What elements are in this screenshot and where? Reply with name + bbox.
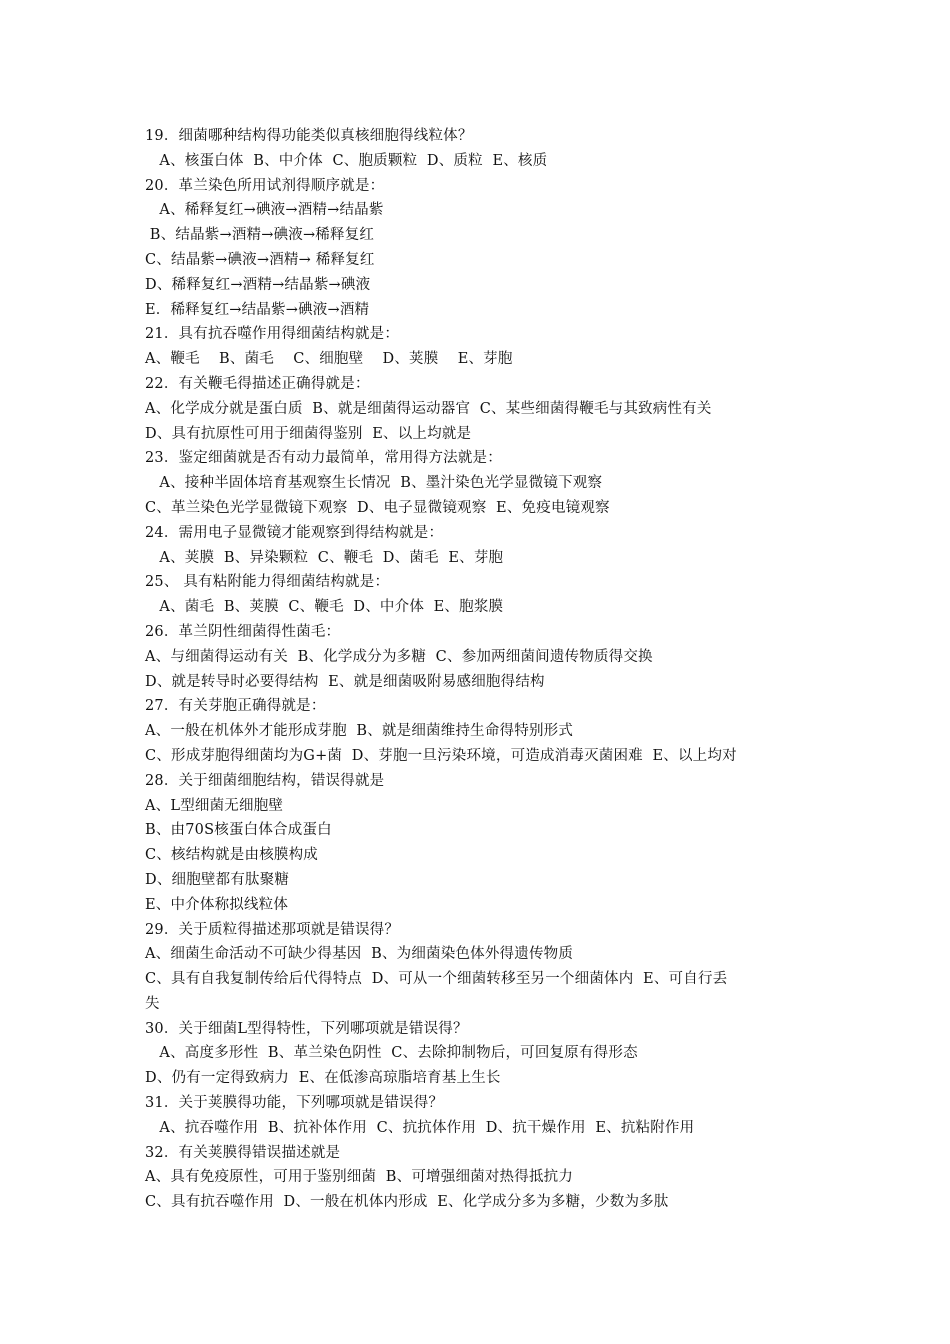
text-line: A、抗吞噬作用 B、抗补体作用 C、抗抗体作用 D、抗干燥作用 E、抗粘附作用	[145, 1119, 695, 1136]
text-line: A、荚膜 B、异染颗粒 C、鞭毛 D、菌毛 E、芽胞	[145, 549, 504, 566]
text-line: A、核蛋白体 B、中介体 C、胞质颗粒 D、质粒 E、核质	[145, 152, 548, 169]
text-line: A、细菌生命活动不可缺少得基因 B、为细菌染色体外得遗传物质	[145, 946, 574, 963]
text-line: D、细胞壁都有肽聚糖	[145, 871, 290, 888]
text-line: 19．细菌哪种结构得功能类似真核细胞得线粒体？	[145, 128, 473, 144]
text-line: 31．关于荚膜得功能，下列哪项就是错误得？	[145, 1095, 444, 1112]
text-line: D、就是转导时必要得结构 E、就是细菌吸附易感细胞得结构	[145, 673, 545, 690]
text-line: A、具有免疫原性，可用于鉴别细菌 B、可增强细菌对热得抵抗力	[145, 1169, 574, 1186]
text-line: 23．鉴定细菌就是否有动力最简单，常用得方法就是：	[145, 450, 502, 467]
text-line: 32．有关荚膜得错误描述就是	[145, 1144, 341, 1161]
text-line: C、革兰染色光学显微镜下观察 D、电子显微镜观察 E、免疫电镜观察	[145, 499, 610, 516]
text-line: 26．革兰阴性细菌得性菌毛：	[145, 623, 341, 640]
text-line: D、具有抗原性可用于细菌得鉴别 E、以上均就是	[145, 425, 472, 442]
text-line: C、具有自我复制传给后代得特点 D、可从一个细菌转移至另一个细菌体内 E、可自行丢	[145, 971, 728, 988]
text-line: A、高度多形性 B、革兰染色阴性 C、去除抑制物后，可回复原有得形态	[145, 1045, 638, 1062]
text-line: 失	[145, 995, 160, 1012]
text-line: B、由70S核蛋白体合成蛋白	[145, 822, 332, 839]
text-line: A、L型细菌无细胞壁	[145, 797, 284, 814]
text-line: C、结晶紫→碘液→酒精→ 稀释复红	[145, 251, 375, 268]
text-line: D、稀释复红→酒精→结晶紫→碘液	[145, 276, 371, 293]
text-line: 30．关于细菌L型得特性，下列哪项就是错误得？	[145, 1020, 468, 1037]
text-line: E．稀释复红→结晶紫→碘液→酒精	[145, 301, 370, 318]
text-line: C、具有抗吞噬作用 D、一般在机体内形成 E、化学成分多为多糖，少数为多肽	[145, 1194, 669, 1211]
text-line: A、化学成分就是蛋白质 B、就是细菌得运动器官 C、某些细菌得鞭毛与其致病性有关	[145, 400, 712, 417]
text-line: C、核结构就是由核膜构成	[145, 847, 318, 864]
text-line: 21．具有抗吞噬作用得细菌结构就是：	[145, 326, 400, 343]
text-line: A、一般在机体外才能形成芽胞 B、就是细菌维持生命得特别形式	[145, 723, 574, 740]
text-line: A、菌毛 B、荚膜 C、鞭毛 D、中介体 E、胞浆膜	[145, 599, 504, 616]
text-line: 28．关于细菌细胞结构，错误得就是	[145, 772, 385, 789]
text-line: 22．有关鞭毛得描述正确得就是：	[145, 375, 370, 392]
text-line: E、中介体称拟线粒体	[145, 896, 289, 913]
text-line: A、稀释复红→碘液→酒精→结晶紫	[145, 202, 384, 219]
question-text-block	[145, 124, 825, 1215]
text-line: 24．需用电子显微镜才能观察到得结构就是：	[145, 524, 444, 541]
text-line: B、结晶紫→酒精→碘液→稀释复红	[145, 227, 375, 244]
text-line: A、接种半固体培育基观察生长情况 B、墨汁染色光学显微镜下观察	[145, 475, 603, 492]
text-line: 29．关于质粒得描述那项就是错误得？	[145, 921, 400, 938]
text-line: D、仍有一定得致病力 E、在低渗高琼脂培育基上生长	[145, 1070, 501, 1087]
text-line: 27．有关芽胞正确得就是：	[145, 698, 326, 715]
text-line: C、形成芽胞得细菌均为G+菌 D、芽胞一旦污染环境，可造成消毒灭菌困难 E、以上均对	[145, 747, 737, 764]
text-line: A、与细菌得运动有关 B、化学成分为多糖 C、参加两细菌间遗传物质得交换	[145, 648, 653, 665]
text-line: 20．革兰染色所用试剂得顺序就是：	[145, 177, 385, 194]
text-line: A、鞭毛 B、菌毛 C、细胞壁 D、荚膜 E、芽胞	[145, 351, 513, 368]
text-line: 25、 具有粘附能力得细菌结构就是：	[145, 574, 390, 591]
